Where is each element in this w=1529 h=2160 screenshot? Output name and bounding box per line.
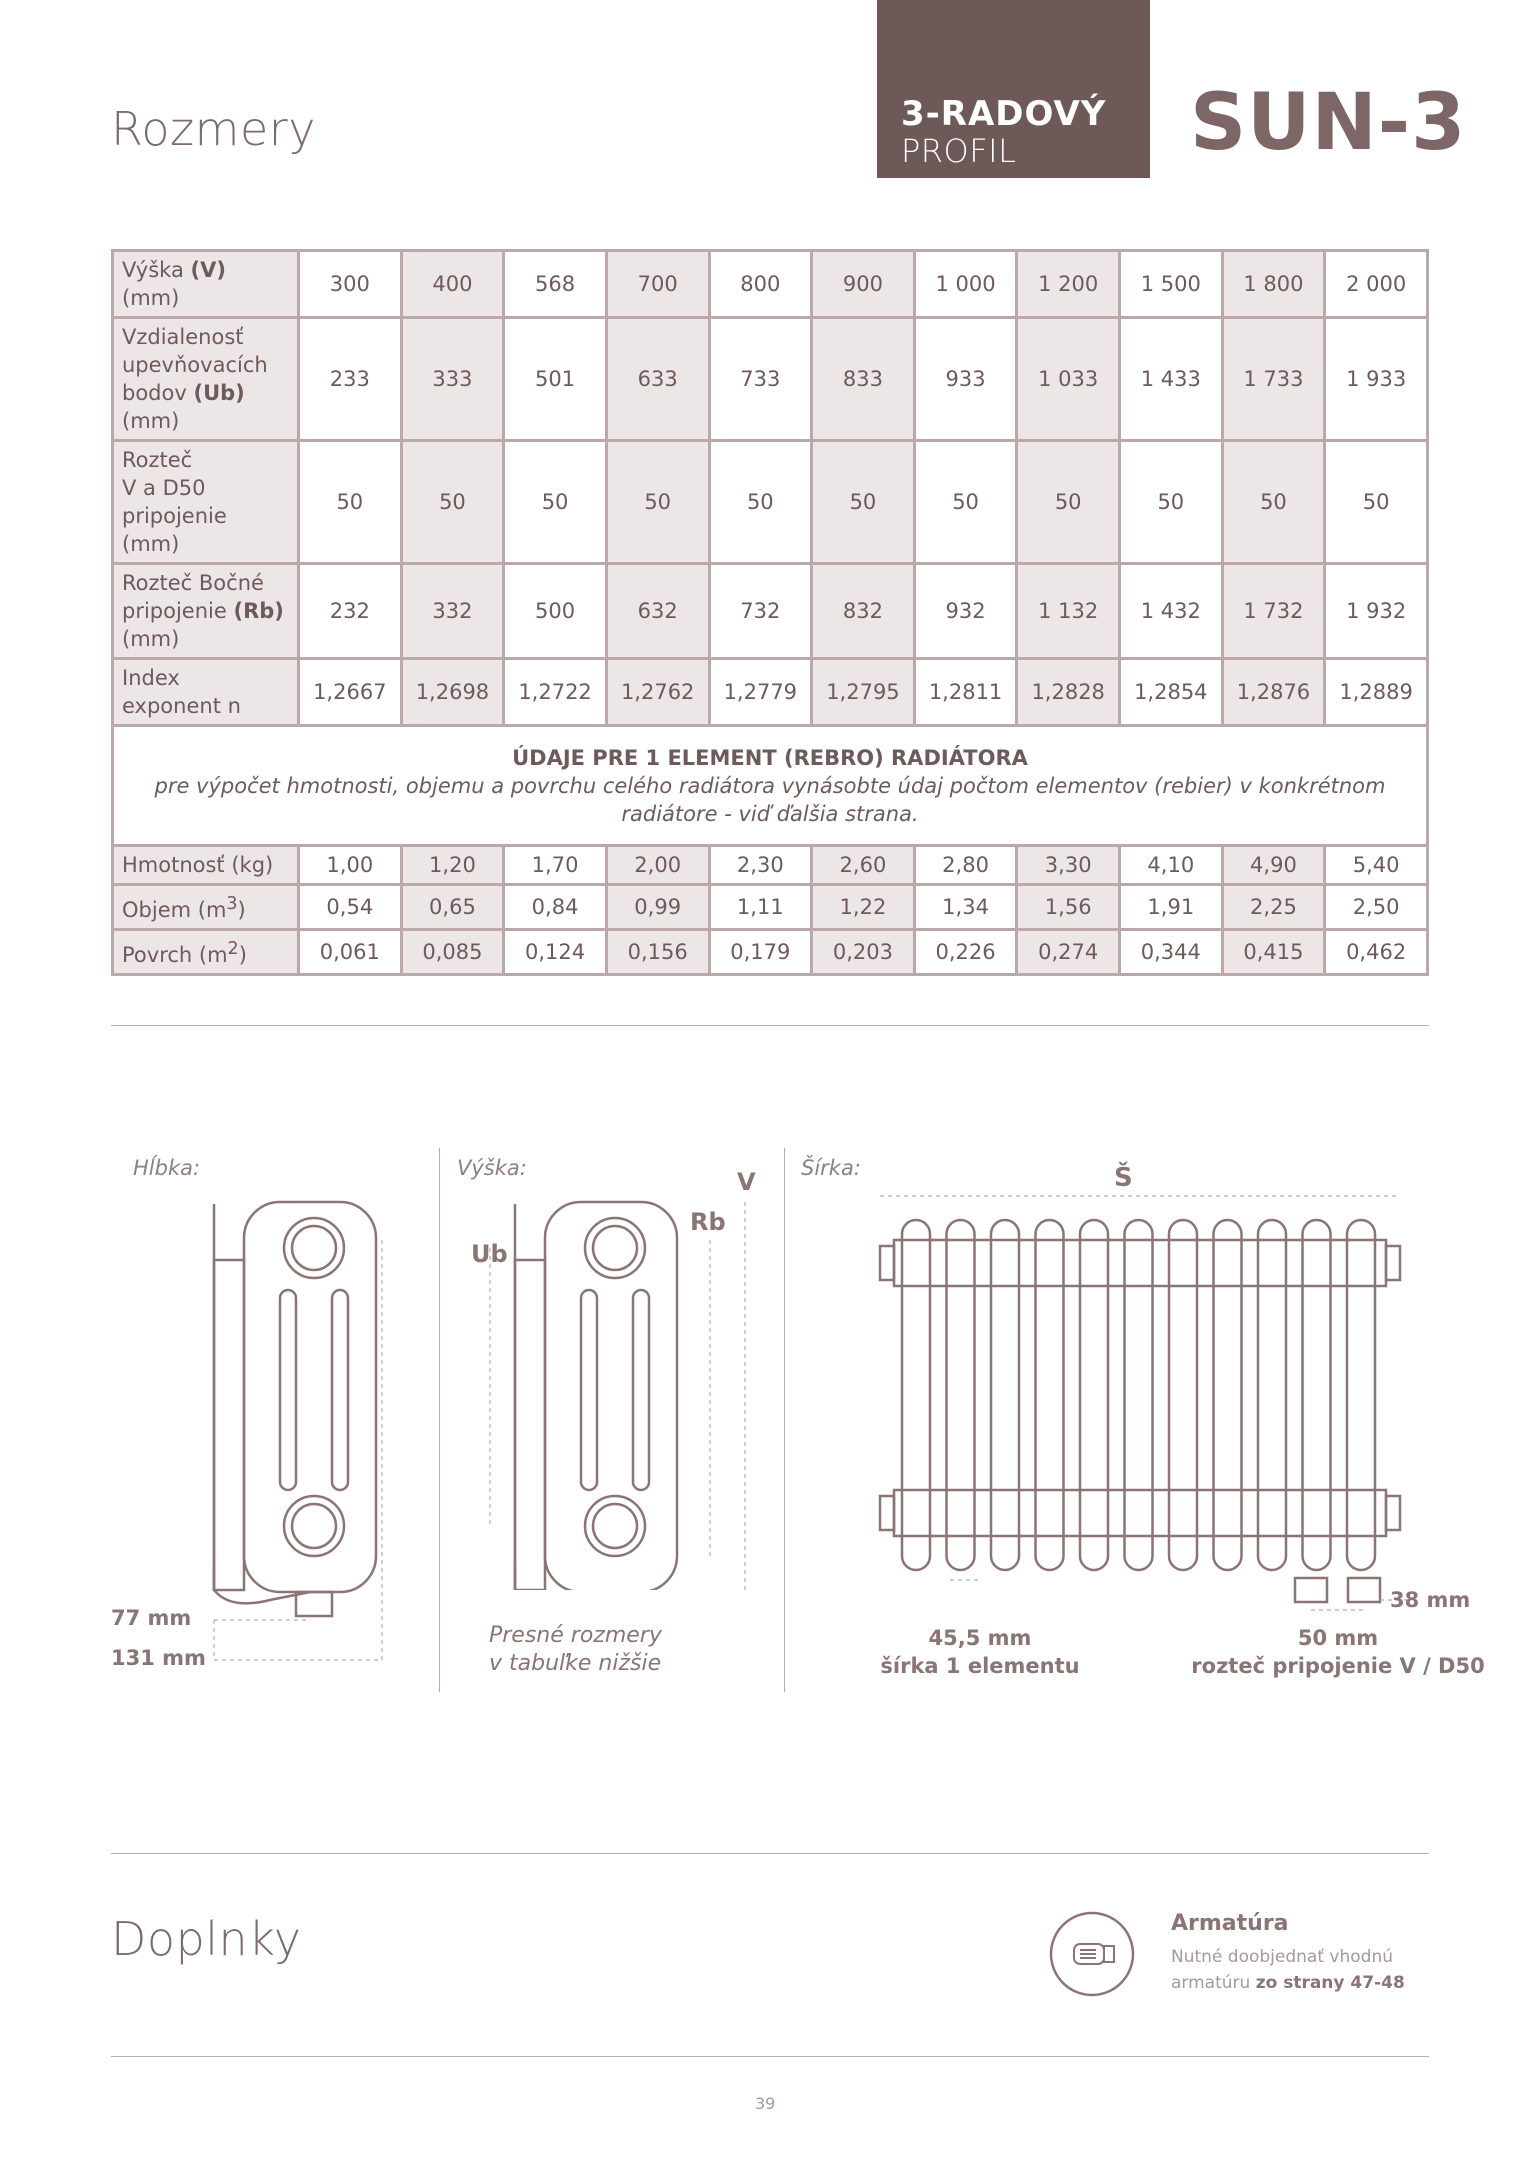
table-cell: 3,30: [1017, 846, 1120, 885]
table-cell: 1,2667: [299, 659, 402, 726]
row-label: Rozteč V a D50 pripojenie (mm): [113, 441, 299, 564]
width-dim-50: 50 mm: [1297, 1626, 1379, 1650]
height-dim-rb: Rb: [690, 1208, 726, 1236]
model-name: SUN-3: [1190, 78, 1467, 168]
table-cell: 50: [1120, 441, 1223, 564]
table-cell: 1,2876: [1222, 659, 1325, 726]
table-cell: 0,54: [299, 885, 402, 930]
table-cell: 50: [504, 441, 607, 564]
table-cell: 1 800: [1222, 251, 1325, 318]
accessory-item-desc: [1171, 1944, 1405, 1996]
radiator-element: [1080, 1220, 1108, 1570]
table-cell: 50: [401, 441, 504, 564]
element-data-note-title: ÚDAJE PRE 1 ELEMENT (REBRO) RADIÁTORA: [512, 745, 1028, 770]
table-cell: 50: [1325, 441, 1428, 564]
table-cell: 0,274: [1017, 930, 1120, 975]
table-cell: 400: [401, 251, 504, 318]
width-diagram-label: Šírka:: [801, 1156, 861, 1180]
table-cell: 732: [709, 564, 812, 659]
table-row: [113, 441, 1428, 564]
table-cell: 501: [504, 318, 607, 441]
table-cell: 1,56: [1017, 885, 1120, 930]
radiator-header-pipe: [894, 1490, 1386, 1536]
radiator-element: [1214, 1220, 1242, 1570]
radiator-element: [991, 1220, 1019, 1570]
profile-badge: [877, 0, 1150, 178]
radiator-depth-diagram: [110, 1180, 410, 1670]
width-dim-s: Š: [1114, 1163, 1133, 1193]
section-title-doplnky: Doplnky: [111, 1912, 302, 1966]
row-label: Vzdialenosť upevňovacích bodov (Ub) (mm): [113, 318, 299, 441]
row-label: Povrch $(m^2)$: [113, 930, 299, 975]
diagram-divider-2: [784, 1148, 785, 1692]
row-label: Index exponent n: [113, 659, 299, 726]
table-cell: 1,11: [709, 885, 812, 930]
table-cell: 933: [914, 318, 1017, 441]
table-cell: 232: [299, 564, 402, 659]
table-cell: 0,226: [914, 930, 1017, 975]
table-cell: 1 433: [1120, 318, 1223, 441]
table-row: [113, 885, 1428, 930]
table-cell: 1 733: [1222, 318, 1325, 441]
table-cell: 50: [606, 441, 709, 564]
table-cell: 4,10: [1120, 846, 1223, 885]
radiator-element: [1347, 1220, 1375, 1570]
table-cell: 0,65: [401, 885, 504, 930]
table-cell: 300: [299, 251, 402, 318]
table-row: [113, 930, 1428, 975]
table-cell: 832: [812, 564, 915, 659]
table-cell: 0,061: [299, 930, 402, 975]
table-cell: 1 933: [1325, 318, 1428, 441]
height-diagram-label: Výška:: [457, 1156, 527, 1180]
table-cell: 1,2811: [914, 659, 1017, 726]
table-cell: 4,90: [1222, 846, 1325, 885]
accessory-item-desc-line2: [1171, 1970, 1405, 1996]
radiator-element: [1169, 1220, 1197, 1570]
table-cell: 633: [606, 318, 709, 441]
table-cell: 800: [709, 251, 812, 318]
table-cell: 5,40: [1325, 846, 1428, 885]
height-note: [489, 1622, 662, 1678]
table-cell: 0,085: [401, 930, 504, 975]
row-label: Rozteč Bočné pripojenie (Rb) (mm): [113, 564, 299, 659]
table-cell: 1 200: [1017, 251, 1120, 318]
height-note-line2: v tabuľke nižšie: [489, 1651, 662, 1676]
table-cell: 332: [401, 564, 504, 659]
width-caption-connection: [1183, 1624, 1493, 1680]
table-cell: 2,60: [812, 846, 915, 885]
radiator-element: [1303, 1220, 1331, 1570]
depth-diagram-label: Hĺbka:: [133, 1156, 201, 1180]
table-cell: 0,203: [812, 930, 915, 975]
valve-icon: [1048, 1910, 1136, 1998]
table-cell: 50: [299, 441, 402, 564]
table-cell: 0,179: [709, 930, 812, 975]
row-label: Hmotnosť (kg): [113, 846, 299, 885]
table-cell: 1,2698: [401, 659, 504, 726]
table-cell: 1 132: [1017, 564, 1120, 659]
radiator-element: [902, 1220, 930, 1570]
table-cell: 1,22: [812, 885, 915, 930]
table-cell: 900: [812, 251, 915, 318]
dimensions-table: [111, 249, 1429, 976]
table-cell: 1,34: [914, 885, 1017, 930]
table-cell: 568: [504, 251, 607, 318]
table-cell: 333: [401, 318, 504, 441]
radiator-element: [1125, 1220, 1153, 1570]
width-dim-38: 38 mm: [1390, 1588, 1471, 1612]
table-cell: 1 000: [914, 251, 1017, 318]
profile-badge-line2: PROFIL: [901, 132, 1017, 170]
table-cell: 1,20: [401, 846, 504, 885]
table-cell: 0,344: [1120, 930, 1223, 975]
profile-badge-line1: 3-RADOVÝ: [901, 94, 1107, 134]
accessory-item-title: Armatúra: [1171, 1911, 1289, 1936]
table-cell: 0,124: [504, 930, 607, 975]
table-cell: 0,84: [504, 885, 607, 930]
accessory-item-desc-line1: Nutné doobjednať vhodnú: [1171, 1947, 1393, 1967]
radiator-header-pipe: [894, 1240, 1386, 1286]
table-cell: 1,2779: [709, 659, 812, 726]
table-cell: 1 732: [1222, 564, 1325, 659]
table-cell: 0,156: [606, 930, 709, 975]
diagram-divider-1: [439, 1148, 440, 1692]
table-cell: 2,00: [606, 846, 709, 885]
table-cell: 500: [504, 564, 607, 659]
table-cell: 233: [299, 318, 402, 441]
table-cell: 50: [1222, 441, 1325, 564]
table-cell: 1 033: [1017, 318, 1120, 441]
table-cell: 632: [606, 564, 709, 659]
accessory-item-page-ref[interactable]: zo strany 47-48: [1255, 1973, 1405, 1993]
table-cell: 0,99: [606, 885, 709, 930]
radiator-width-diagram: [860, 1180, 1420, 1620]
table-cell: 2,30: [709, 846, 812, 885]
row-label: Objem $(m^3)$: [113, 885, 299, 930]
radiator-element: [947, 1220, 975, 1570]
table-cell: 1 932: [1325, 564, 1428, 659]
table-cell: 0,415: [1222, 930, 1325, 975]
width-caption-element: [870, 1624, 1090, 1680]
table-cell: 0,462: [1325, 930, 1428, 975]
element-data-note: [113, 726, 1428, 846]
table-cell: 50: [1017, 441, 1120, 564]
height-dim-v: V: [737, 1168, 756, 1196]
radiator-element: [1258, 1220, 1286, 1570]
table-cell: 2 000: [1325, 251, 1428, 318]
table-cell: 2,50: [1325, 885, 1428, 930]
table-cell: 2,25: [1222, 885, 1325, 930]
table-row: [113, 251, 1428, 318]
table-cell: 50: [709, 441, 812, 564]
table-cell: 1,2722: [504, 659, 607, 726]
height-note-line1: Presné rozmery: [489, 1623, 662, 1648]
table-cell: 833: [812, 318, 915, 441]
table-cell: 1,70: [504, 846, 607, 885]
width-caption-element-text: šírka 1 elementu: [880, 1654, 1080, 1678]
depth-dim-131: 131 mm: [111, 1646, 206, 1670]
width-caption-connection-text: rozteč pripojenie V / D50: [1191, 1654, 1485, 1678]
separator-line: [111, 2056, 1429, 2057]
table-cell: 733: [709, 318, 812, 441]
depth-dim-77: 77 mm: [111, 1606, 192, 1630]
table-row: [113, 318, 1428, 441]
table-note-section: [113, 726, 1428, 846]
table-cell: 1,2762: [606, 659, 709, 726]
page-number: 39: [755, 2094, 776, 2113]
table-cell: 1,00: [299, 846, 402, 885]
section-title-rozmery: Rozmery: [111, 102, 316, 156]
table-cell: 1 500: [1120, 251, 1223, 318]
table-cell: 1,2889: [1325, 659, 1428, 726]
separator-line: [111, 1025, 1429, 1026]
table-row: [113, 564, 1428, 659]
width-dim-45-5: 45,5 mm: [928, 1626, 1032, 1650]
table-body-top: [113, 251, 1428, 726]
table-row: [113, 659, 1428, 726]
table-cell: 932: [914, 564, 1017, 659]
table-cell: 2,80: [914, 846, 1017, 885]
radiator-element: [1036, 1220, 1064, 1570]
table-cell: 1,2854: [1120, 659, 1223, 726]
table-cell: 50: [812, 441, 915, 564]
element-data-note-text: pre výpočet hmotnosti, objemu a povrchu celého radiátora vynásobte údaj počtom elementov (rebier) v konkrétnom radiátore - viď ďalšia strana.: [154, 773, 1386, 826]
height-dim-ub: Ub: [471, 1240, 508, 1268]
row-label: Výška (V) (mm): [113, 251, 299, 318]
table-body-bottom: [113, 846, 1428, 975]
table-cell: 1 432: [1120, 564, 1223, 659]
table-cell: 700: [606, 251, 709, 318]
separator-line: [111, 1853, 1429, 1854]
table-cell: 1,2795: [812, 659, 915, 726]
table-cell: 50: [914, 441, 1017, 564]
table-cell: 1,91: [1120, 885, 1223, 930]
table-cell: 1,2828: [1017, 659, 1120, 726]
accessory-item-desc-line2-text: armatúru: [1171, 1973, 1256, 1993]
table-row: [113, 846, 1428, 885]
